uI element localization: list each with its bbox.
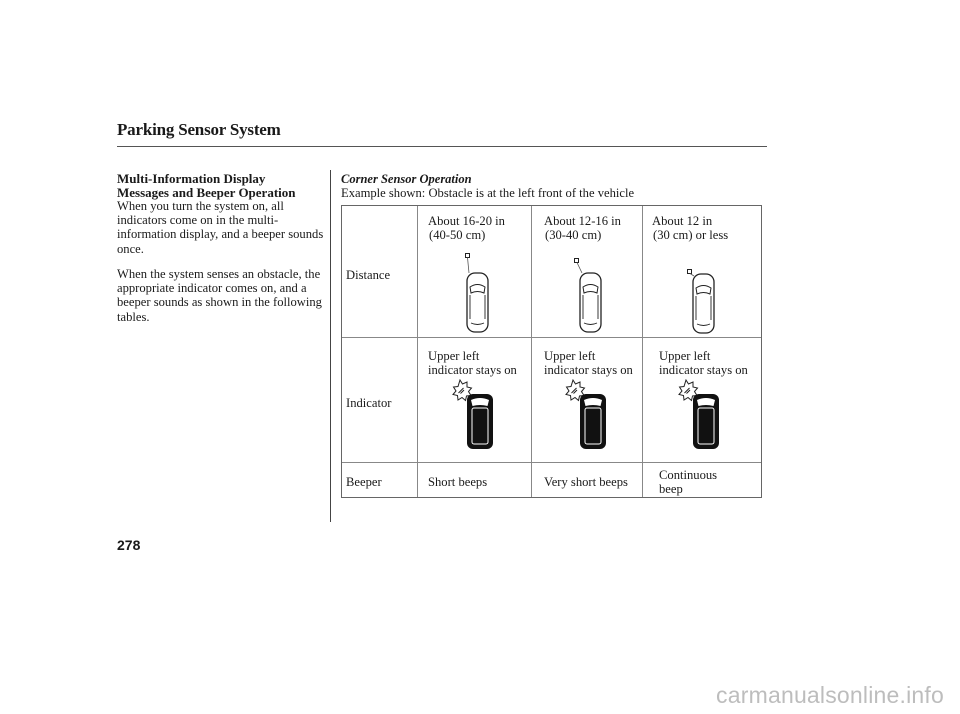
left-heading-line1: Multi-Information Display xyxy=(117,171,266,186)
table-hline xyxy=(342,462,761,463)
indicator-car-icon xyxy=(450,379,494,451)
obstacle-paragraph: When the system senses an obstacle, the appropriate indicator comes on, and a beeper sounds as shown in the following tables. xyxy=(117,267,322,324)
car-top-view-icon xyxy=(573,258,609,335)
indicator-car-icon xyxy=(563,379,607,451)
row-label-indicator: Indicator xyxy=(346,396,392,410)
intro-paragraph: When you turn the system on, all indicators come on in the multi-information display, and a beeper sounds once. xyxy=(117,199,324,256)
column-divider xyxy=(330,170,331,522)
distance-cell: About 12-16 in (30-40 cm) xyxy=(544,214,621,242)
left-heading-line2: Messages and Beeper Operation xyxy=(117,185,296,200)
indicator-cell: Upper left indicator stays on xyxy=(544,349,633,377)
table-vline xyxy=(642,206,643,497)
section-heading: Corner Sensor Operation xyxy=(341,172,472,186)
table-vline xyxy=(417,206,418,497)
example-caption: Example shown: Obstacle is at the left front of the vehicle xyxy=(341,186,635,200)
watermark: carmanualsonline.info xyxy=(716,682,944,708)
car-top-view-icon xyxy=(460,253,496,335)
beeper-cell: Short beeps xyxy=(428,475,488,489)
page-number: 278 xyxy=(117,537,141,553)
page-title: Parking Sensor System xyxy=(117,120,281,139)
left-heading xyxy=(117,172,327,200)
title-rule xyxy=(117,146,767,147)
row-label-distance: Distance xyxy=(346,268,391,282)
indicator-car-icon xyxy=(676,379,720,451)
table-hline xyxy=(342,337,761,338)
indicator-cell: Upper left indicator stays on xyxy=(659,349,748,377)
car-top-view-icon xyxy=(686,269,722,335)
sensor-table xyxy=(341,205,762,498)
beeper-cell: Continuous beep xyxy=(659,468,718,496)
table-vline xyxy=(531,206,532,497)
row-label-beeper: Beeper xyxy=(346,475,382,489)
beeper-cell: Very short beeps xyxy=(544,475,628,489)
distance-cell: About 12 in (30 cm) or less xyxy=(652,214,729,242)
distance-cell: About 16-20 in (40-50 cm) xyxy=(428,214,505,242)
indicator-cell: Upper left indicator stays on xyxy=(428,349,517,377)
